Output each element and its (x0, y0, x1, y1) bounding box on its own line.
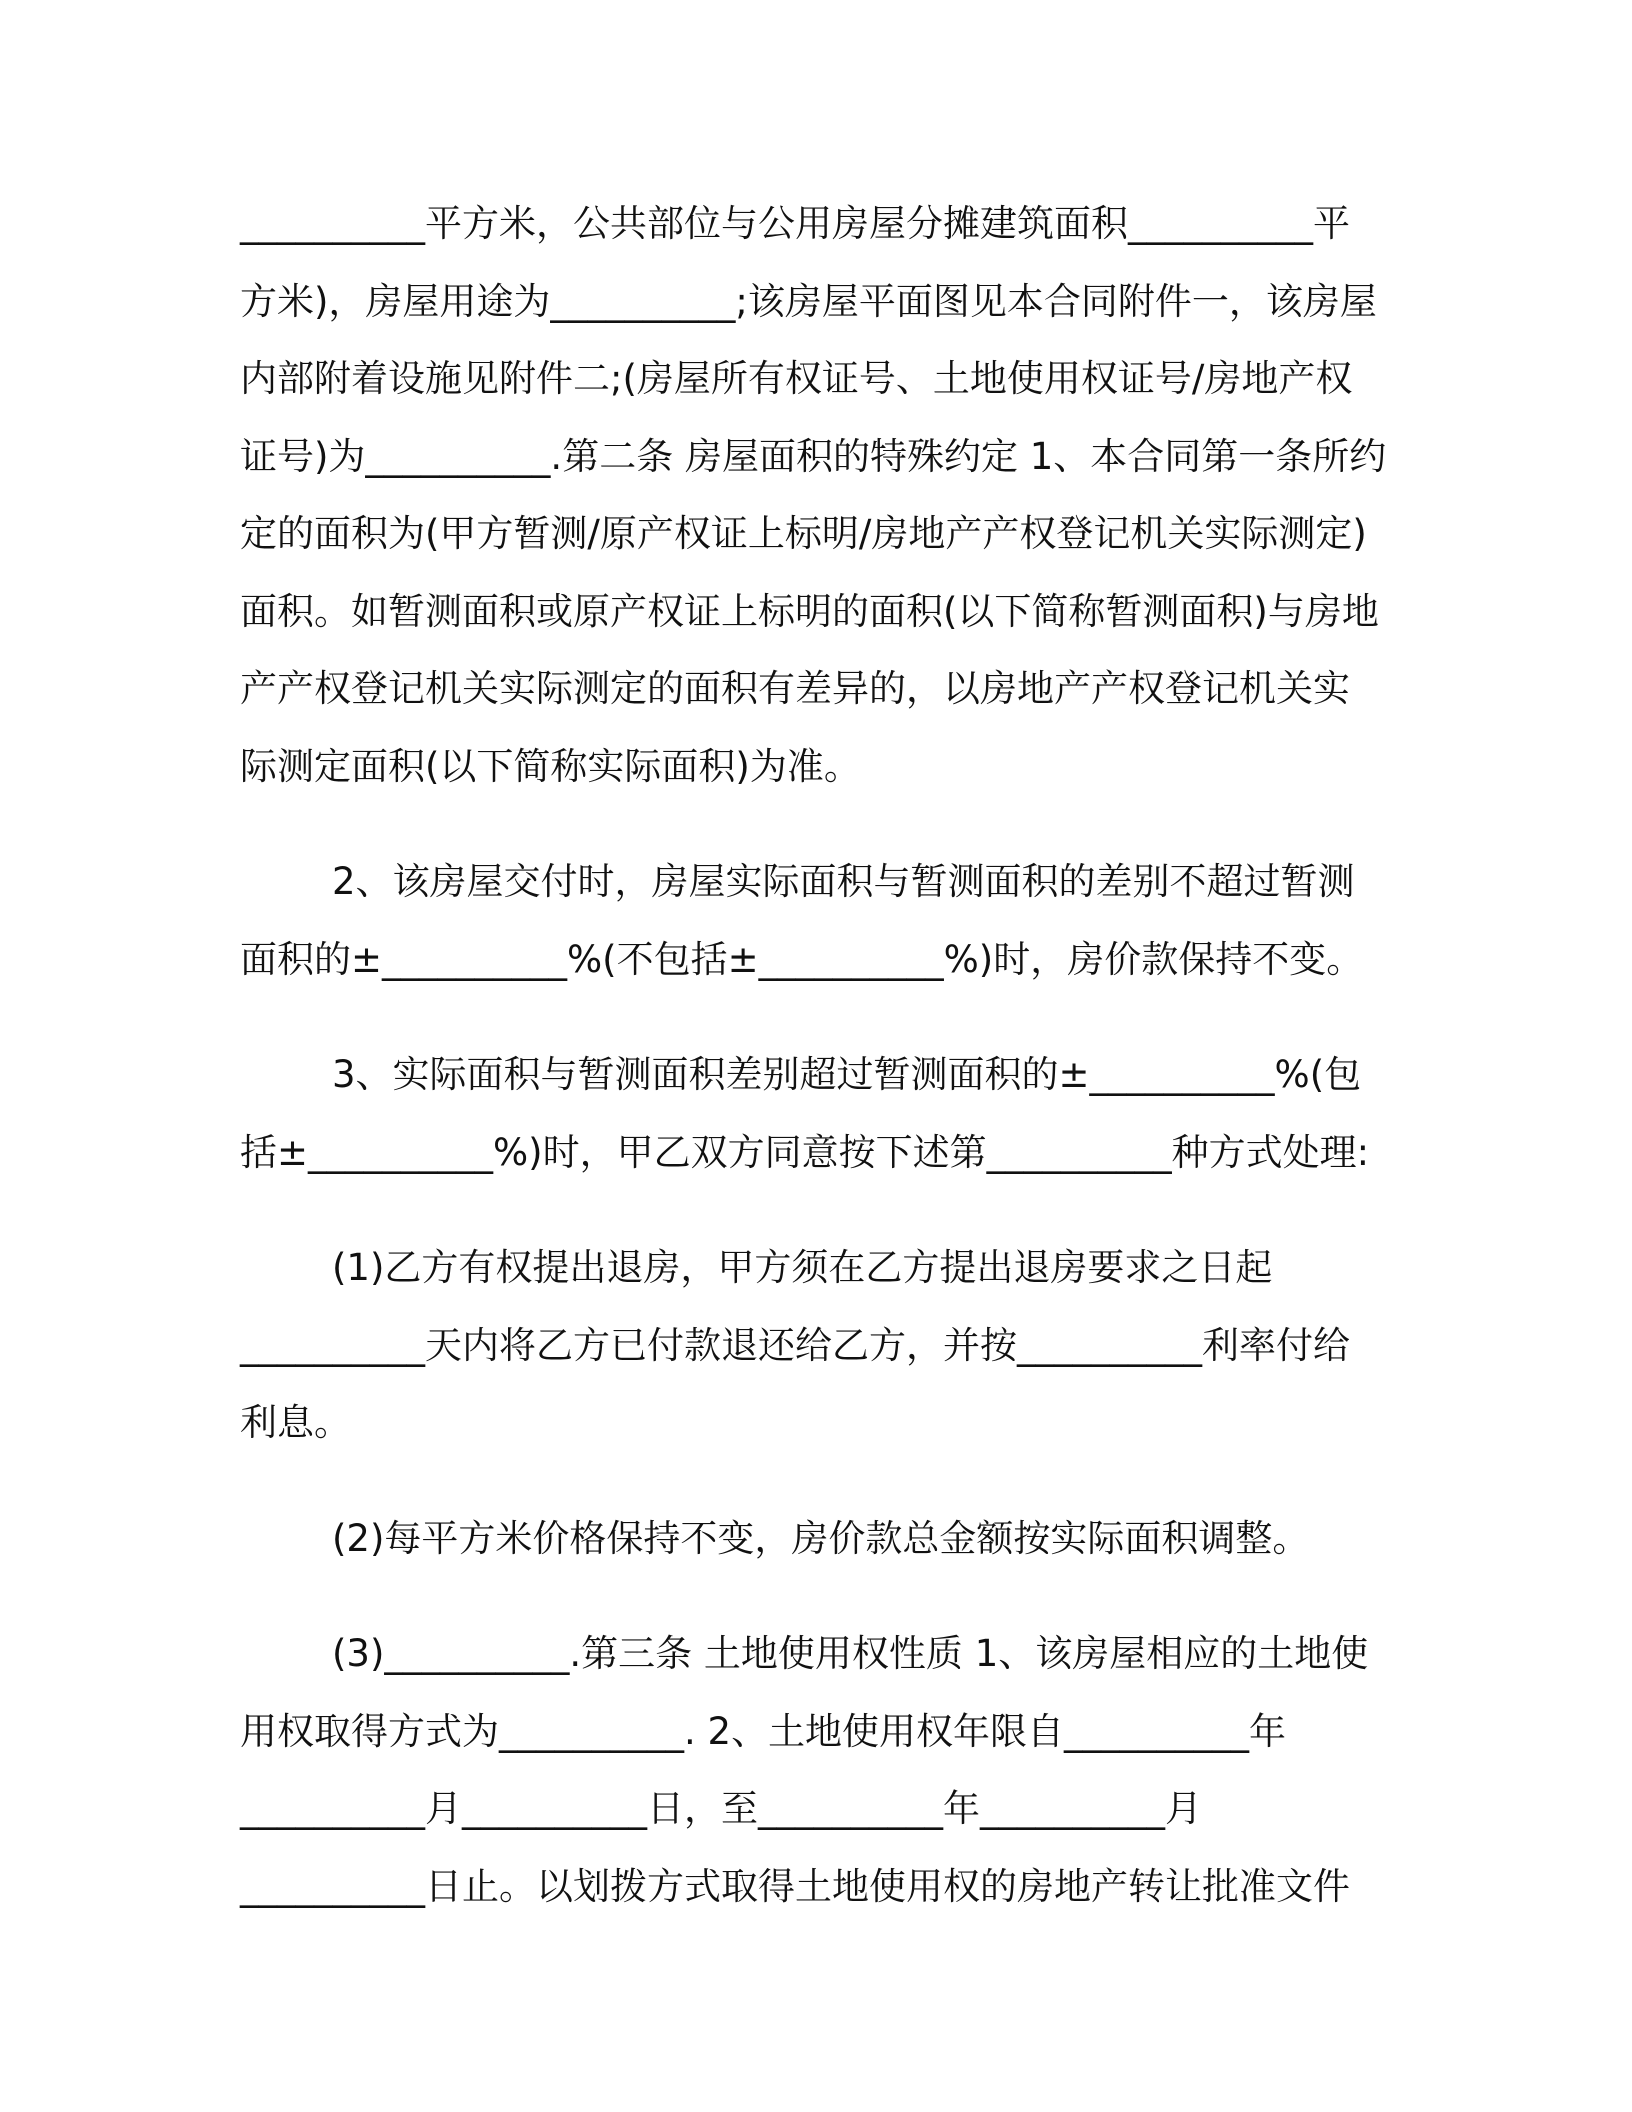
text-line: 3、实际面积与暂测面积差别超过暂测面积的±__________%(包 (332, 1053, 1362, 1096)
text-line: 面积的±__________%(不包括±__________%)时，房价款保持不变。 (240, 937, 1364, 981)
text-line: 内部附着设施见附件二;(房屋所有权证号、土地使用权证号/房地产权 (240, 357, 1353, 400)
text-line: 用权取得方式为__________. 2、土地使用权年限自__________年 (240, 1709, 1287, 1753)
text-line: __________平方米，公共部位与公用房屋分摊建筑面积__________平 (240, 202, 1350, 245)
text-line: 2、该房屋交付时，房屋实际面积与暂测面积的差别不超过暂测 (332, 860, 1355, 903)
text-line: 利息。 (240, 1401, 351, 1444)
text-line: 方米)，房屋用途为__________;该房屋平面图见本合同附件一，该房屋 (240, 279, 1377, 323)
text-line: 括±__________%)时，甲乙双方同意按下述第__________种方式处理: (240, 1130, 1370, 1174)
paragraph-option-1 (240, 1229, 1390, 1462)
text-line: (1)乙方有权提出退房，甲方须在乙方提出退房要求之日起 (332, 1246, 1273, 1289)
text-line: __________天内将乙方已付款退还给乙方，并按__________利率付给 (240, 1323, 1350, 1367)
text-line: (2)每平方米价格保持不变，房价款总金额按实际面积调整。 (332, 1516, 1310, 1560)
paragraph-option-3 (240, 1615, 1390, 1925)
paragraph-clause-2 (240, 843, 1390, 998)
text-line: __________日止。以划拨方式取得土地使用权的房地产转让批准文件 (240, 1864, 1350, 1908)
paragraph-option-2 (240, 1500, 1390, 1578)
paragraph-clause-3 (240, 1036, 1390, 1191)
text-line: 面积。如暂测面积或原产权证上标明的面积(以下简称暂测面积)与房地 (240, 589, 1379, 633)
text-line: (3)__________.第三条 土地使用权性质 1、该房屋相应的土地使 (332, 1632, 1369, 1675)
text-line: 产产权登记机关实际测定的面积有差异的，以房地产产权登记机关实 (240, 667, 1350, 710)
text-line: 定的面积为(甲方暂测/原产权证上标明/房地产产权登记机关实际测定) (240, 512, 1367, 555)
text-line: 证号)为__________.第二条 房屋面积的特殊约定 1、本合同第一条所约 (240, 434, 1387, 478)
paragraph-area-definition (240, 185, 1390, 805)
text-line: __________月__________日，至__________年__________月 (240, 1787, 1202, 1830)
document-body (240, 185, 1390, 1925)
text-line: 际测定面积(以下简称实际面积)为准。 (240, 744, 861, 788)
